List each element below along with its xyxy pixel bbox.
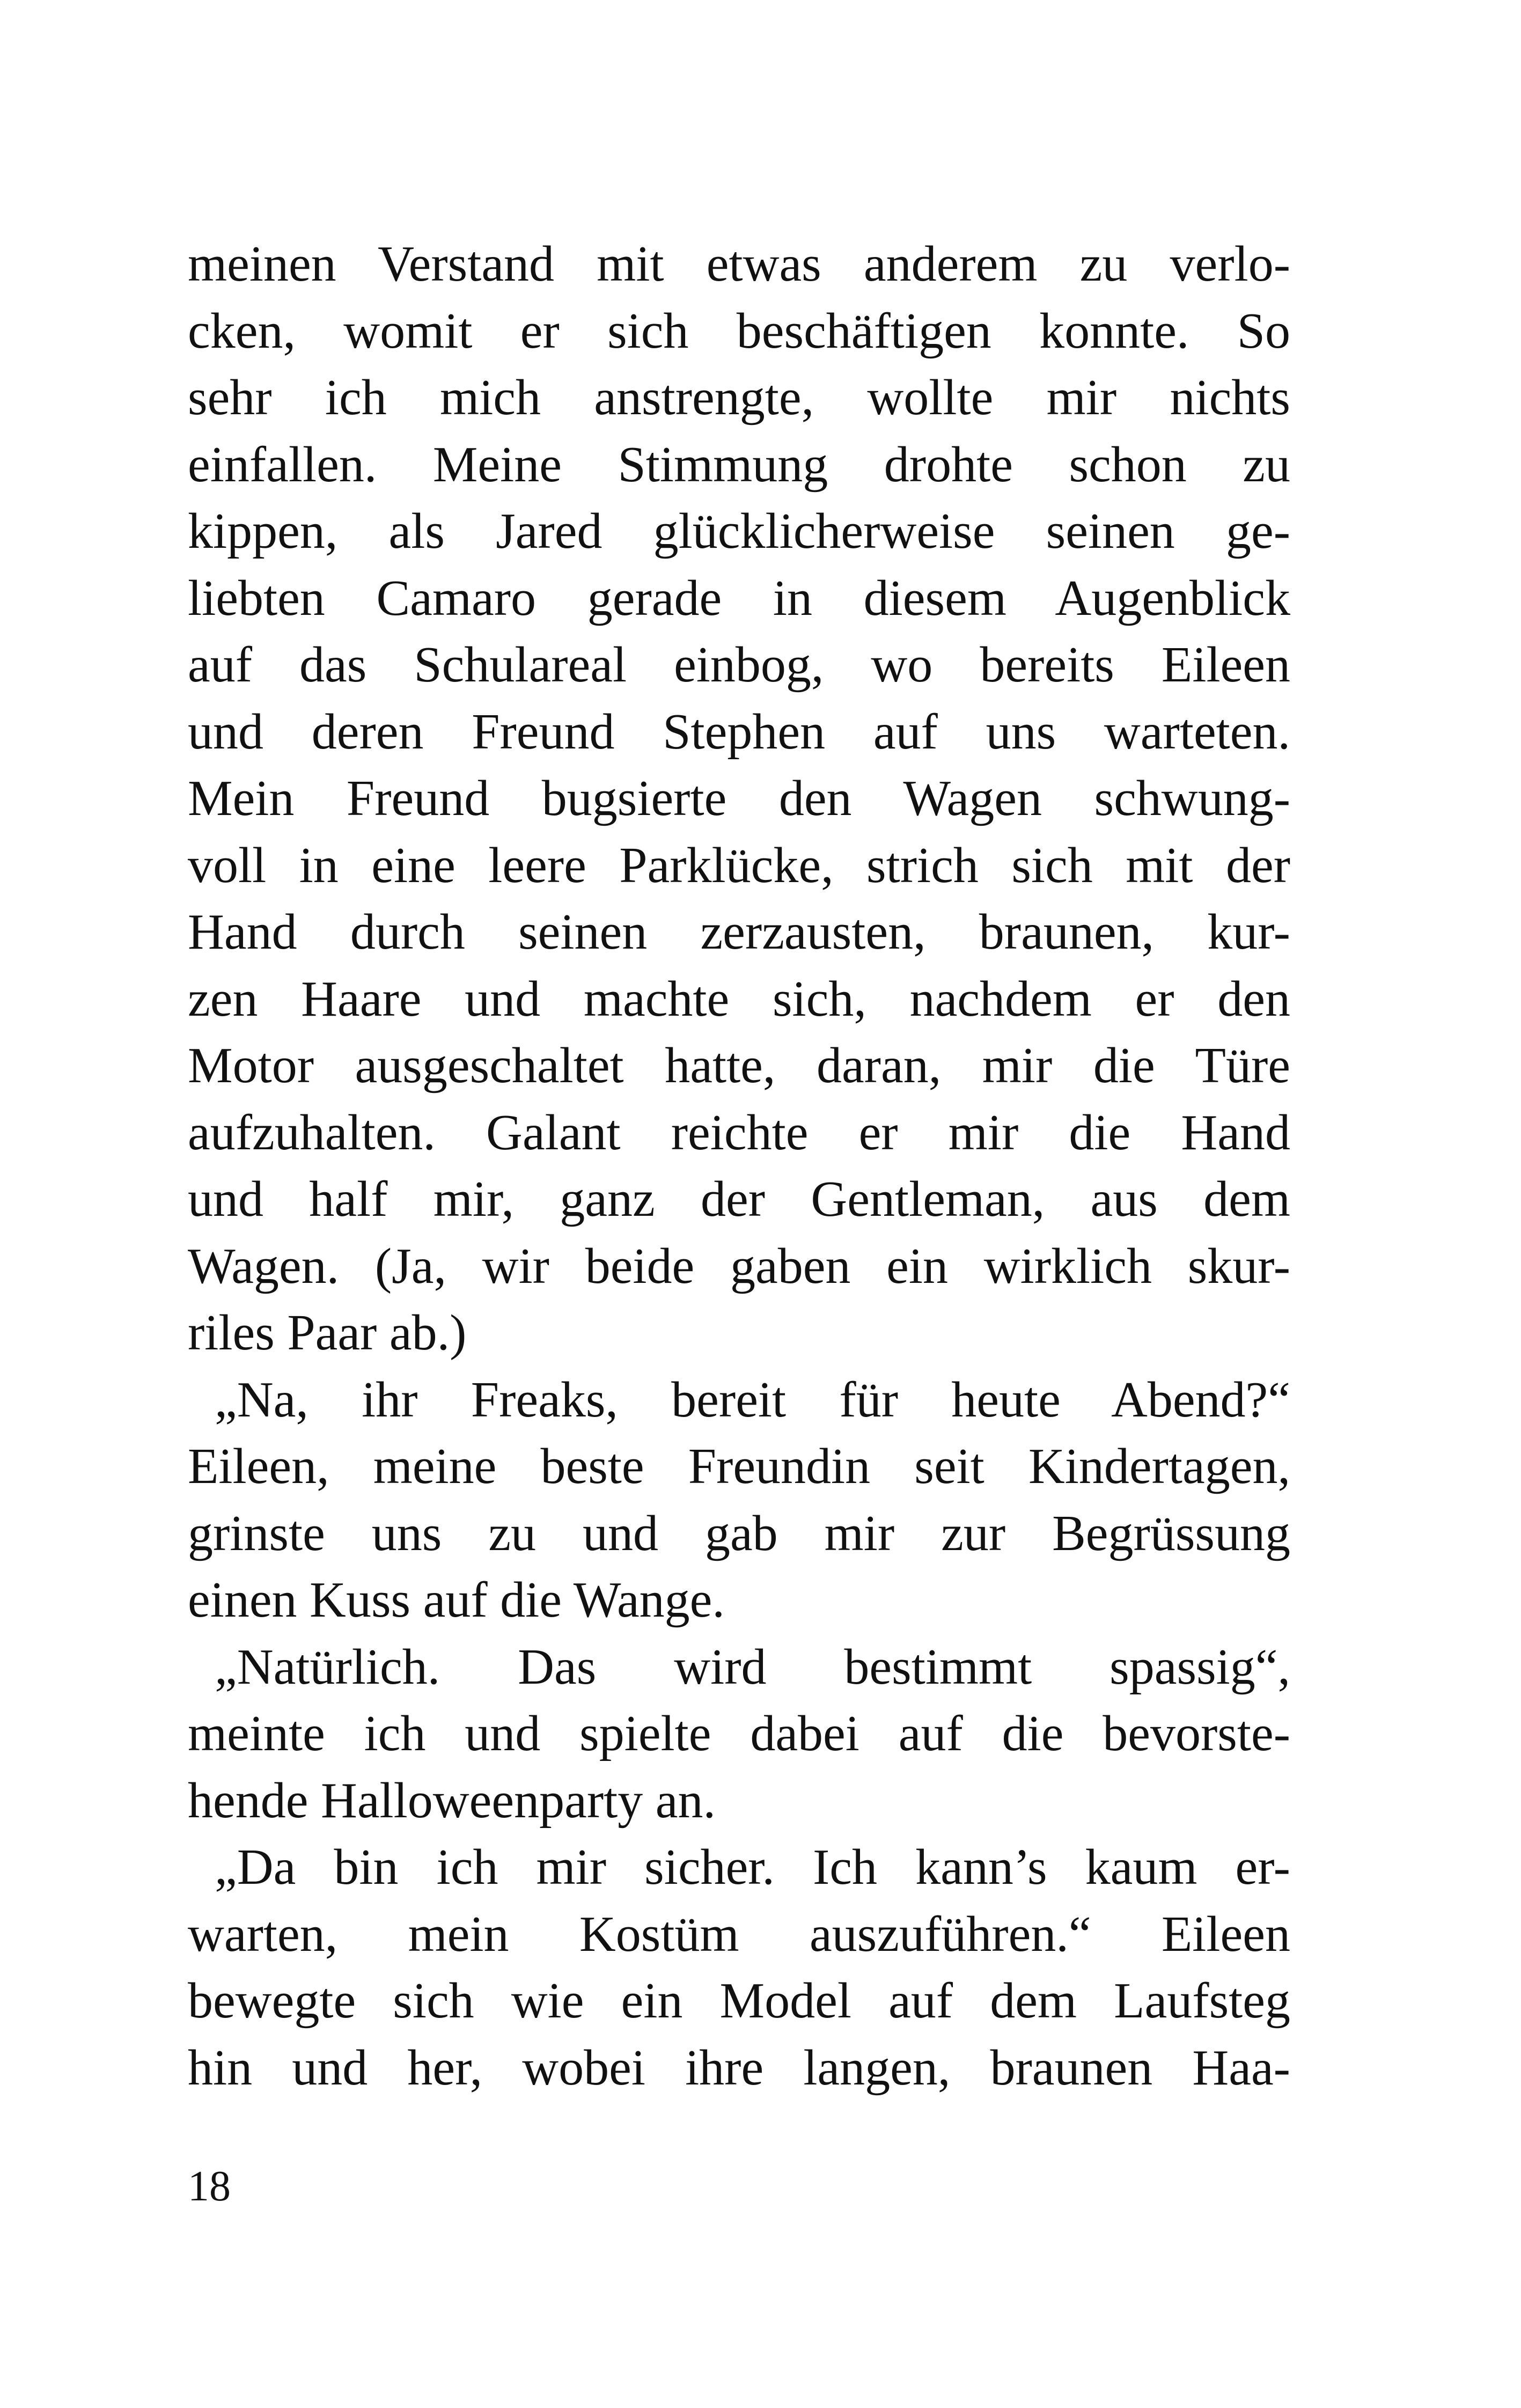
text-line: Wagen. (Ja, wir beide gaben ein wirklich skur-: [188, 1238, 1290, 1294]
text-line: auf das Schulareal einbog, wo bereits Eileen: [188, 637, 1290, 693]
text-line: sehr ich mich anstrengte, wollte mir nichts: [188, 370, 1290, 425]
text-line: Eileen, meine beste Freundin seit Kindertagen,: [188, 1438, 1290, 1494]
text-line: „Na, ihr Freaks, bereit für heute Abend?“: [215, 1371, 1290, 1428]
text-line: „Natürlich. Das wird bestimmt spassig“,: [215, 1639, 1290, 1695]
text-line: Mein Freund bugsierte den Wagen schwung-: [188, 770, 1290, 826]
text-line: Motor ausgeschaltet hatte, daran, mir die Türe: [188, 1038, 1290, 1093]
text-line: hende Halloweenparty an.: [188, 1772, 716, 1829]
text-line: einen Kuss auf die Wange.: [188, 1572, 725, 1628]
text-line: cken, womit er sich beschäftigen konnte. So: [188, 303, 1290, 359]
text-line: voll in eine leere Parklücke, strich sich mit der: [188, 837, 1290, 893]
text-line: Hand durch seinen zerzausten, braunen, kur-: [188, 904, 1290, 960]
text-line: und half mir, ganz der Gentleman, aus dem: [188, 1171, 1290, 1227]
text-line: und deren Freund Stephen auf uns warteten.: [188, 703, 1290, 760]
text-line: warten, mein Kostüm auszuführen.“ Eileen: [188, 1906, 1290, 1962]
text-line: kippen, als Jared glücklicherweise seinen ge-: [188, 503, 1290, 559]
text-line: bewegte sich wie ein Model auf dem Laufsteg: [188, 1973, 1290, 2029]
text-line: meinte ich und spielte dabei auf die bevorste-: [188, 1706, 1290, 1761]
text-line: einfallen. Meine Stimmung drohte schon zu: [188, 436, 1290, 493]
text-line: grinste uns zu und gab mir zur Begrüssung: [188, 1505, 1290, 1561]
text-line: riles Paar ab.): [188, 1305, 467, 1361]
body-text: [188, 231, 1290, 2101]
text-line: hin und her, wobei ihre langen, braunen Haa-: [188, 2039, 1290, 2096]
text-line: „Da bin ich mir sicher. Ich kann’s kaum er-: [215, 1839, 1290, 1895]
page-number: 18: [188, 2163, 231, 2210]
text-line: aufzuhalten. Galant reichte er mir die Hand: [188, 1104, 1290, 1161]
text-line: zen Haare und machte sich, nachdem er den: [188, 971, 1290, 1027]
text-line: meinen Verstand mit etwas anderem zu verlo-: [188, 236, 1290, 292]
text-line: liebten Camaro gerade in diesem Augenblick: [188, 570, 1290, 626]
